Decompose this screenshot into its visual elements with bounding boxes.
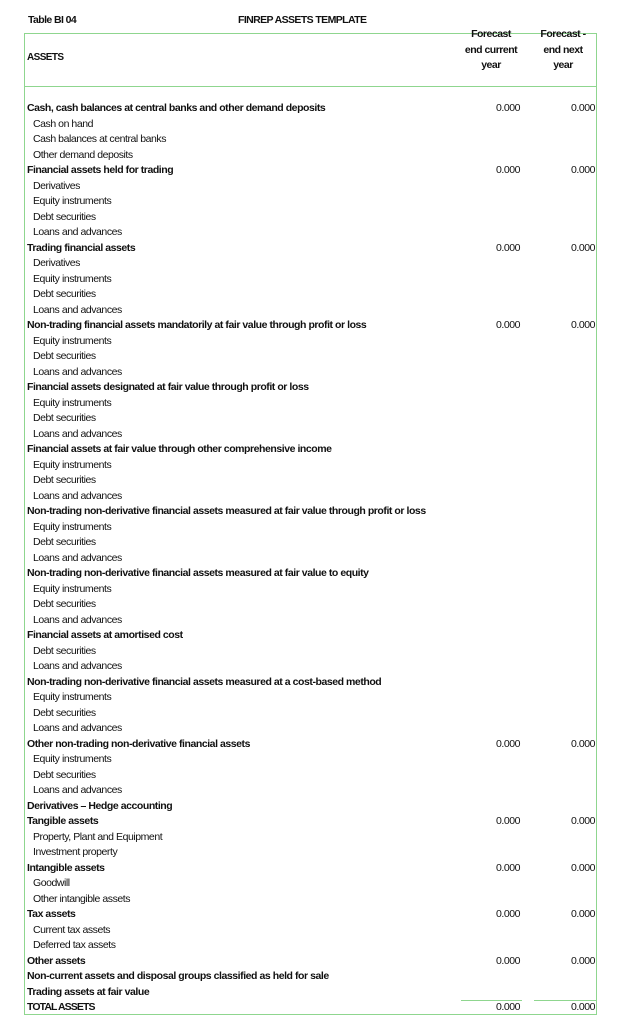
forecast-next-year-value: 0.000 (570, 164, 595, 176)
table-row-item (0, 365, 626, 381)
table-row-item (0, 303, 626, 319)
table-row-item (0, 783, 626, 799)
row-label: Other intangible assets (33, 892, 131, 905)
table-row-category (0, 101, 626, 117)
row-label: Loans and advances (33, 722, 122, 734)
row-label: Financial assets at amortised cost (27, 629, 183, 641)
forecast-next-year-value: 0.000 (570, 102, 595, 114)
row-label: Equity instruments (33, 396, 112, 409)
row-label: Debt securities (33, 412, 96, 424)
row-label: Goodwill (33, 877, 70, 889)
row-label: Loans and advances (33, 613, 122, 626)
row-label: Debt securities (33, 598, 96, 610)
forecast-current-year-value: 0.000 (495, 815, 520, 827)
table-row-item (0, 489, 626, 505)
row-label: Property, Plant and Equipment (33, 830, 163, 843)
table-row-category (0, 954, 626, 970)
row-label: Loans and advances (33, 427, 122, 440)
table-row-category (0, 504, 626, 520)
table-row-category (0, 737, 626, 753)
table-row-item (0, 690, 626, 706)
table-row-item (0, 117, 626, 133)
table-row-category (0, 969, 626, 985)
forecast-current-year-value: 0.000 (495, 861, 520, 874)
row-label: Equity instruments (33, 753, 112, 765)
table-row-category (0, 814, 626, 830)
row-label: Trading financial assets (27, 241, 136, 254)
table-row-category (0, 675, 626, 691)
row-label: Debt securities (33, 288, 96, 300)
table-row-item (0, 923, 626, 939)
row-label: Other non-trading non-derivative financial assets (27, 737, 250, 750)
forecast-current-year-value: 0.000 (495, 241, 520, 254)
row-label: Debt securities (33, 706, 96, 719)
header-divider (24, 86, 597, 87)
forecast-current-year-value: 0.000 (495, 102, 520, 114)
table-row-item (0, 613, 626, 629)
row-label: Debt securities (33, 210, 96, 223)
total-row (0, 1000, 626, 1016)
forecast-current-year-value: 0.000 (495, 164, 520, 176)
table-row-category (0, 628, 626, 644)
table-row-item (0, 845, 626, 861)
row-label: TOTAL ASSETS (27, 1001, 95, 1013)
row-label: Cash on hand (33, 117, 93, 130)
table-row-item (0, 132, 626, 148)
forecast-next-year-value: 0.000 (570, 319, 595, 331)
row-label: Loans and advances (33, 784, 122, 796)
forecast-next-year-value: 0.000 (570, 737, 595, 750)
row-label: Financial assets held for trading (27, 164, 174, 176)
row-label: Equity instruments (33, 334, 112, 347)
forecast-next-year-value: 0.000 (570, 861, 595, 874)
assets-column-header: ASSETS (27, 52, 64, 63)
table-row-item (0, 396, 626, 412)
forecast-next-year-value: 0.000 (570, 241, 595, 254)
table-row-item (0, 225, 626, 241)
table-row-item (0, 938, 626, 954)
forecast-next-year-value: 0.000 (570, 1001, 595, 1013)
table-row-item (0, 411, 626, 427)
row-label: Derivatives (33, 257, 80, 269)
row-label: Investment property (33, 846, 118, 858)
page-title: FINREP ASSETS TEMPLATE (238, 14, 367, 26)
forecast-current-year-value: 0.000 (495, 737, 520, 750)
row-label: Loans and advances (33, 660, 122, 672)
table-row-category (0, 566, 626, 582)
forecast-current-year-value: 0.000 (495, 954, 520, 967)
table-row-item (0, 876, 626, 892)
table-row-category (0, 442, 626, 458)
total-rule-col2 (534, 1000, 596, 1001)
forecast-current-year-value: 0.000 (495, 908, 520, 920)
row-label: Current tax assets (33, 923, 111, 936)
row-label: Non-trading non-derivative financial assets measured at fair value to equity (27, 567, 369, 579)
table-row-item (0, 644, 626, 660)
table-row-category (0, 907, 626, 923)
row-label: Equity instruments (33, 691, 112, 703)
row-label: Debt securities (33, 768, 96, 781)
forecast-current-year-value: 0.000 (495, 319, 520, 331)
table-id: Table BI 04 (28, 14, 77, 26)
row-label: Equity instruments (33, 520, 112, 533)
row-label: Other demand deposits (33, 148, 133, 161)
forecast-next-year-header: Forecast - end next year (540, 28, 586, 71)
table-row-item (0, 427, 626, 443)
table-row-item (0, 752, 626, 768)
table-row-category (0, 799, 626, 815)
row-label: Other assets (27, 954, 86, 967)
row-label: Financial assets designated at fair value through profit or loss (27, 381, 309, 393)
table-row-item (0, 334, 626, 350)
table-row-item (0, 349, 626, 365)
table-row-item (0, 287, 626, 303)
total-rule-col1 (461, 1000, 522, 1001)
table-row-category (0, 861, 626, 877)
table-row-item (0, 597, 626, 613)
row-label: Loans and advances (33, 489, 122, 502)
table-row-item (0, 473, 626, 489)
forecast-next-year-value: 0.000 (570, 908, 595, 920)
table-row-item (0, 721, 626, 737)
forecast-next-year-value: 0.000 (570, 954, 595, 967)
row-label: Tax assets (27, 908, 76, 920)
row-label: Intangible assets (27, 861, 105, 874)
table-row-item (0, 179, 626, 195)
table-row-item (0, 551, 626, 567)
table-row-item (0, 535, 626, 551)
row-label: Cash balances at central banks (33, 133, 167, 145)
row-label: Non-trading non-derivative financial assets measured at a cost-based method (27, 675, 382, 688)
assets-table-body (0, 101, 626, 1016)
row-label: Financial assets at fair value through other comprehensive income (27, 443, 332, 455)
table-row-item (0, 520, 626, 536)
forecast-current-year-header: Forecast end current year (464, 28, 518, 71)
row-label: Loans and advances (33, 226, 122, 238)
row-label: Non-trading non-derivative financial assets measured at fair value through profit or loss (27, 505, 426, 517)
row-label: Equity instruments (33, 458, 112, 471)
table-row-category (0, 380, 626, 396)
row-label: Debt securities (33, 474, 96, 486)
table-row-item (0, 768, 626, 784)
table-row-item (0, 256, 626, 272)
table-row-item (0, 148, 626, 164)
table-row-item (0, 582, 626, 598)
table-row-item (0, 272, 626, 288)
table-row-category (0, 241, 626, 257)
row-label: Tangible assets (27, 815, 99, 827)
row-label: Equity instruments (33, 272, 112, 285)
row-label: Debt securities (33, 644, 96, 657)
row-label: Deferred tax assets (33, 939, 116, 951)
row-label: Equity instruments (33, 582, 112, 595)
table-row-category (0, 985, 626, 1001)
table-row-item (0, 659, 626, 675)
table-row-category (0, 318, 626, 334)
table-row-category (0, 163, 626, 179)
row-label: Loans and advances (33, 303, 122, 316)
table-row-item (0, 830, 626, 846)
table-row-item (0, 458, 626, 474)
row-label: Debt securities (33, 350, 96, 362)
table-row-item (0, 706, 626, 722)
table-row-item (0, 210, 626, 226)
row-label: Non-current assets and disposal groups classified as held for sale (27, 970, 329, 982)
row-label: Derivatives – Hedge accounting (27, 799, 173, 812)
forecast-next-year-value: 0.000 (570, 815, 595, 827)
table-row-item (0, 892, 626, 908)
row-label: Trading assets at fair value (27, 985, 150, 998)
row-label: Non-trading financial assets mandatorily at fair value through profit or loss (27, 319, 367, 331)
row-label: Cash, cash balances at central banks and other demand deposits (27, 102, 326, 114)
row-label: Debt securities (33, 536, 96, 548)
row-label: Equity instruments (33, 195, 112, 207)
table-row-item (0, 194, 626, 210)
row-label: Derivatives (33, 179, 80, 192)
row-label: Loans and advances (33, 365, 122, 378)
forecast-current-year-value: 0.000 (495, 1001, 520, 1013)
row-label: Loans and advances (33, 551, 122, 564)
